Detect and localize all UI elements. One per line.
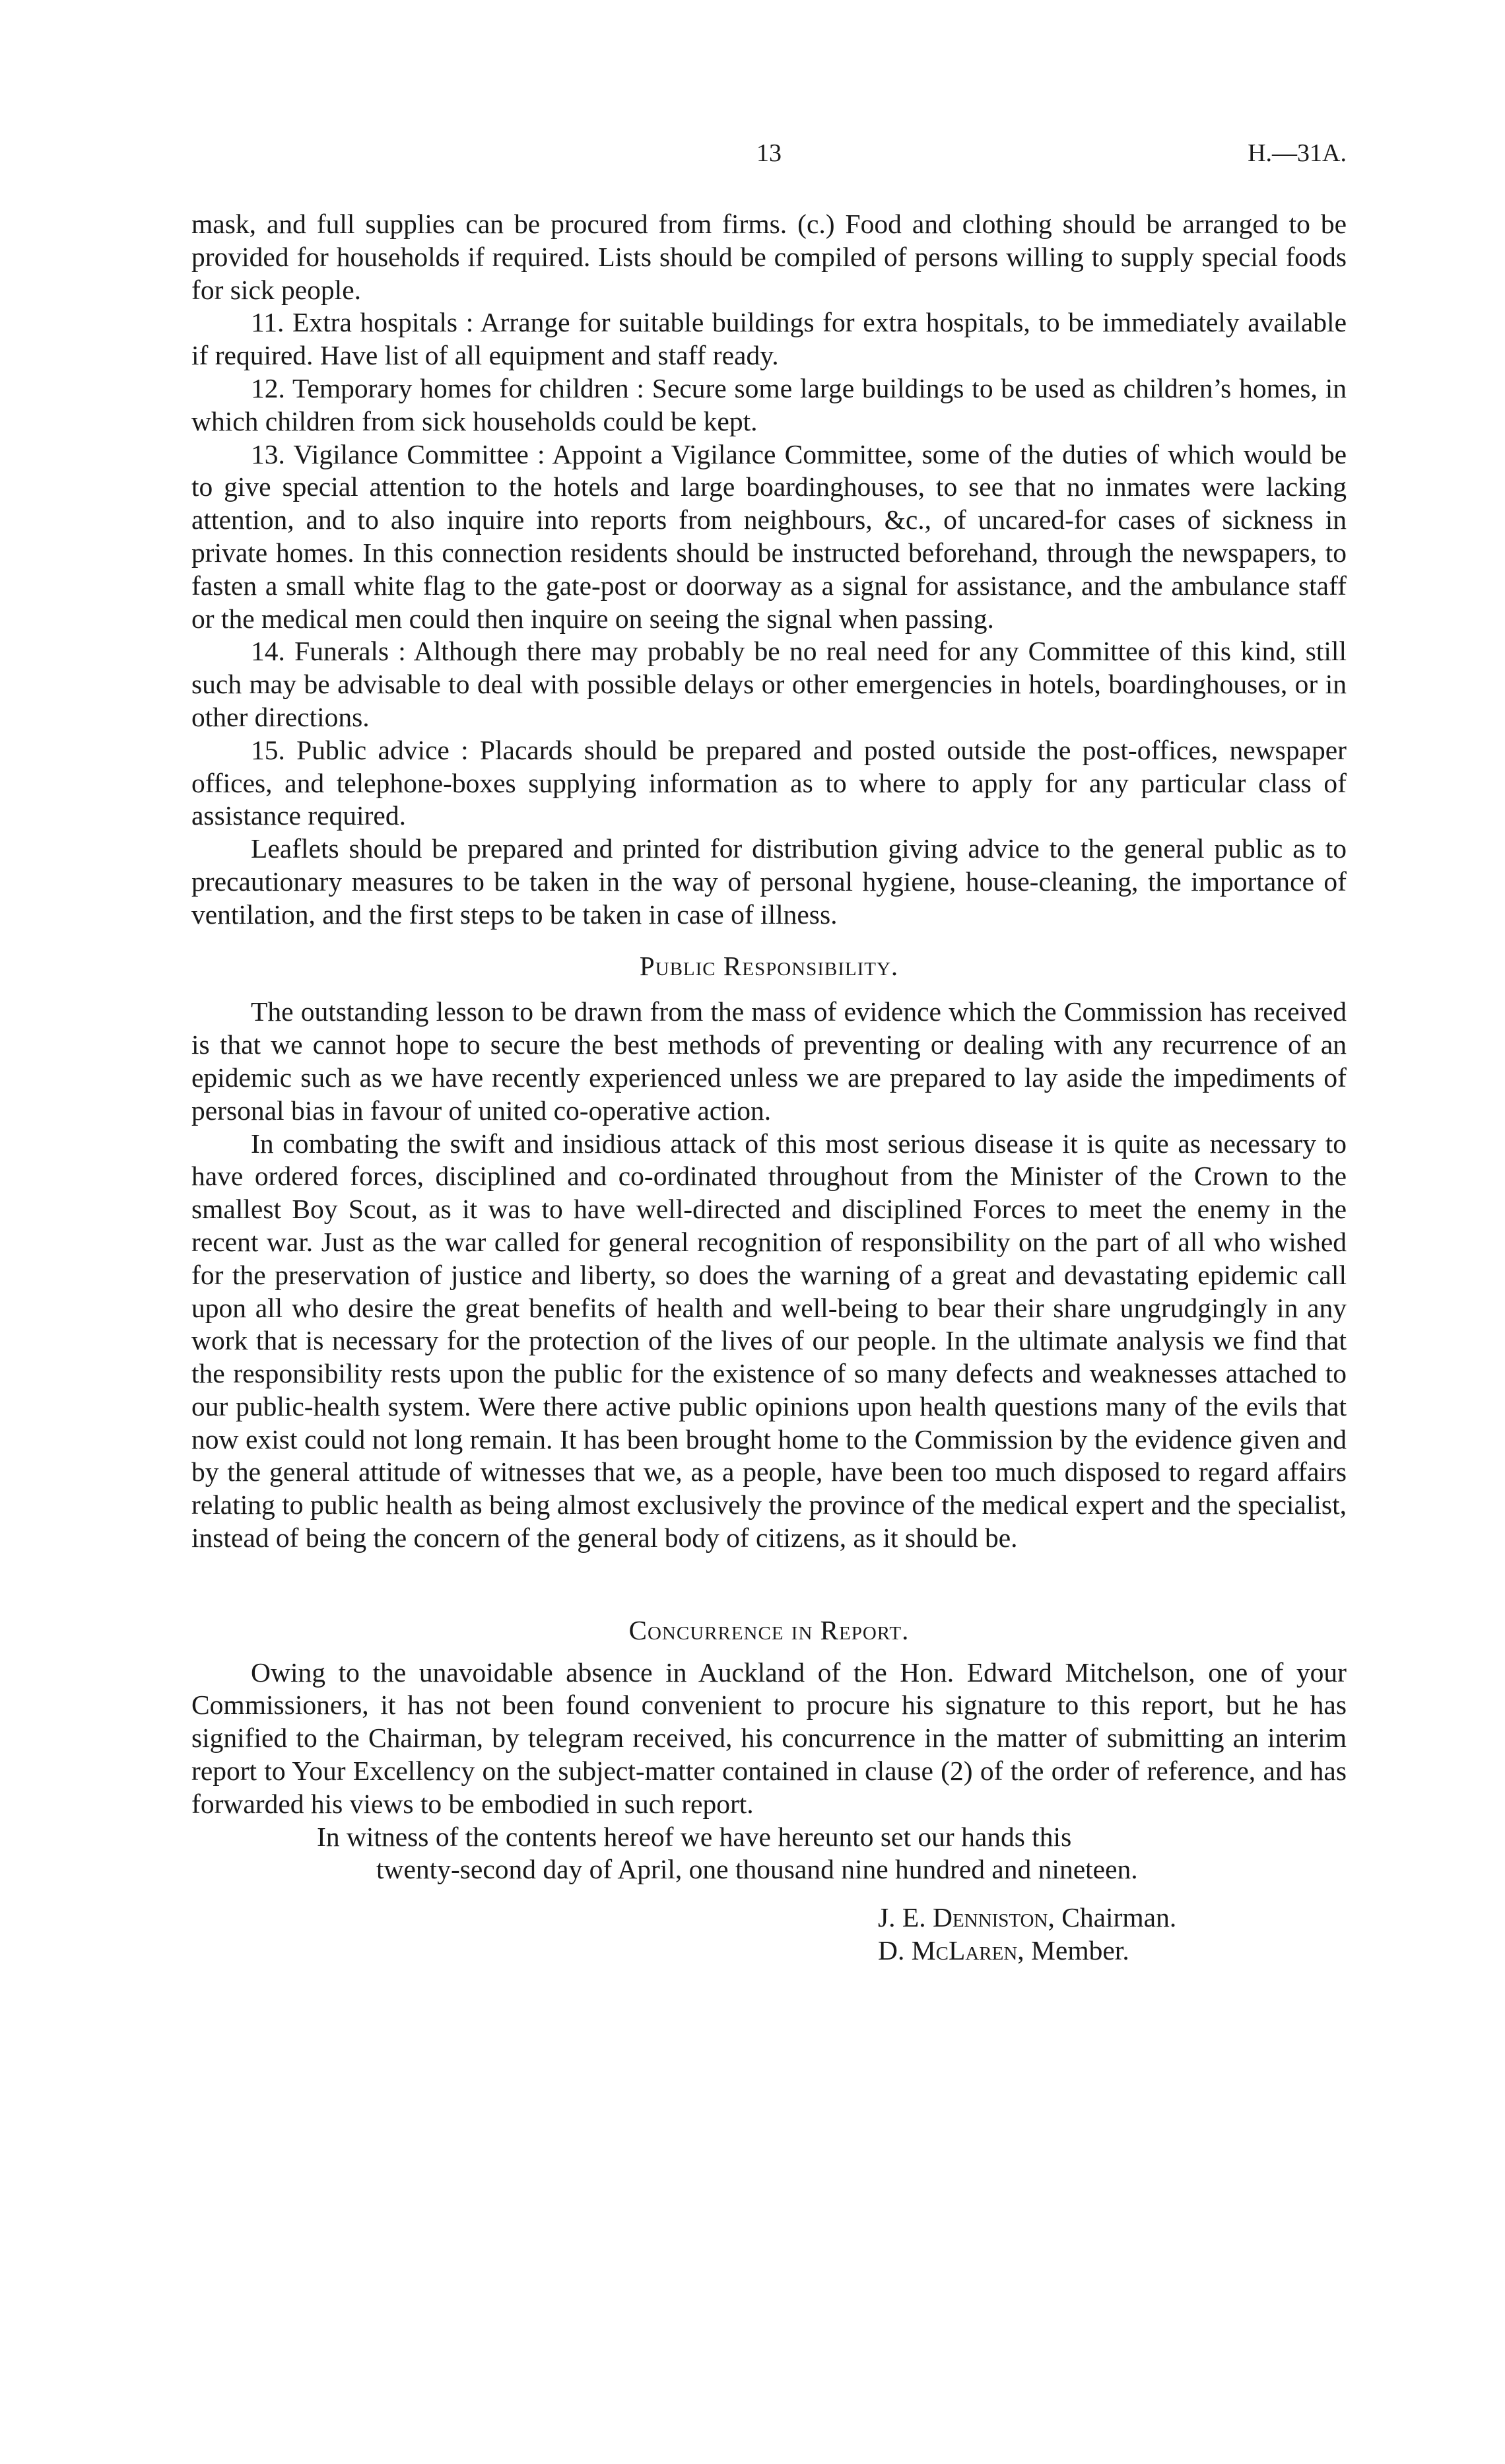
signature-chairman [878,1901,1347,1934]
document-reference: H.—31A. [1248,139,1347,167]
section-heading-concurrence: Concurrence in Report. [628,1614,910,1645]
page-number: 13 [756,139,782,167]
signatory-role: , Member. [1017,1935,1129,1966]
paragraph-continuation: mask, and full supplies can be procured from firms. (c.) Food and clothing should be arranged to be provided for households if required. Lists should be compiled of persons willing to supply special foods for sick people. [191,209,1347,305]
paragraph-concurrence: Owing to the unavoidable absence in Auckland of the Hon. Edward Mitchelson, one of your Commissioners, it has not been found convenient to procure his signature to this report, but he has signified to the Chairman, by telegram received, his concurrence in the matter of submitting an interim report to Your Excellency on the subject-matter contained in clause (2) of the order of reference, and has forwarded his views to be embodied in such report. [191,1657,1347,1819]
signature-block [191,1901,1347,1967]
body-text [191,208,1347,1886]
paragraph-combating-disease: In combating the swift and insidious attack of this most serious disease it is quite as necessary to have ordered forces, disciplined and co-ordinated throughout from the Minister of the Crown to the smallest Boy Scout, as it was to have well-directed and disciplined Forces to meet the enemy in the recent war. Just as the war called for general recognition of responsibility on the part of all who wished for the preservation of justice and liberty, so does the warning of a great and devastating epidemic call upon all who desire the great benefits of health and well-being to bear their share ungrudgingly in any work that is necessary for the protection of the lives of our people. In the ultimate analysis we find that the responsibility rests upon the public for the existence of so many defects and weaknesses attached to our public-health system. Were there active public opinions upon health questions many of the evils that now exist could not long remain. It has been brought home to the Commission by the evidence given and by the general attitude of witnesses that we, as a people, have been too much disposed to regard affairs relating to public health as being almost exclusively the province of the medical expert and the specialist, instead of being the concern of the general body of citizens, as it should be. [191,1128,1347,1554]
section-heading-public-responsibility: Public Responsibility. [639,950,899,981]
witness-clause [191,1821,1347,1887]
witness-line-2: twenty-second day of April, one thousand nine hundred and nineteen. [376,1854,1138,1885]
signatory-name: D. McLaren [878,1935,1018,1966]
paragraph-public-advice: 15. Public advice : Placards should be prepared and posted outside the post-offices, newspaper offices, and telephone-boxes supplying information as to where to apply for any particular class of assistance required. [191,734,1347,831]
paragraph-funerals: 14. Funerals : Although there may probably be no real need for any Committee of this kind, still such may be advisable to deal with possible delays or other emergencies in hotels, boardinghouses, or in other directions. [191,636,1347,732]
signatory-role: , Chairman. [1048,1902,1177,1933]
paragraph-extra-hospitals: 11. Extra hospitals : Arrange for suitable buildings for extra hospitals, to be immediately available if required. Have list of all equipment and staff ready. [191,307,1347,371]
signature-member [878,1934,1347,1967]
signatory-name: J. E. Denniston [878,1902,1048,1933]
document-page [191,139,1347,1967]
page-header [191,139,1347,178]
paragraph-temporary-homes: 12. Temporary homes for children : Secure some large buildings to be used as children’s homes, in which children from sick households could be kept. [191,372,1347,436]
witness-line-1: In witness of the contents hereof we have hereunto set our hands this [317,1821,1072,1852]
paragraph-vigilance-committee: 13. Vigilance Committee : Appoint a Vigilance Committee, some of the duties of which would be to give special attention to the hotels and large boardinghouses, to see that no inmates were lacking attention, and to also inquire into reports from neighbours, &c., of uncared-for cases of sickness in private homes. In this connection residents should be instructed beforehand, through the newspapers, to fasten a small white flag to the gate-post or doorway as a signal for assistance, and the ambulance staff or the medical men could then inquire on seeing the signal when passing. [191,438,1347,634]
paragraph-leaflets: Leaflets should be prepared and printed for distribution giving advice to the general public as to precautionary measures to be taken in the way of personal hygiene, house-cleaning, the importance of ventilation, and the first steps to be taken in case of illness. [191,833,1347,930]
paragraph-outstanding-lesson: The outstanding lesson to be drawn from the mass of evidence which the Commission has received is that we cannot hope to secure the best methods of preventing or dealing with any recurrence of an epidemic such as we have recently experienced unless we are prepared to lay aside the impediments of personal bias in favour of united co-operative action. [191,996,1347,1126]
